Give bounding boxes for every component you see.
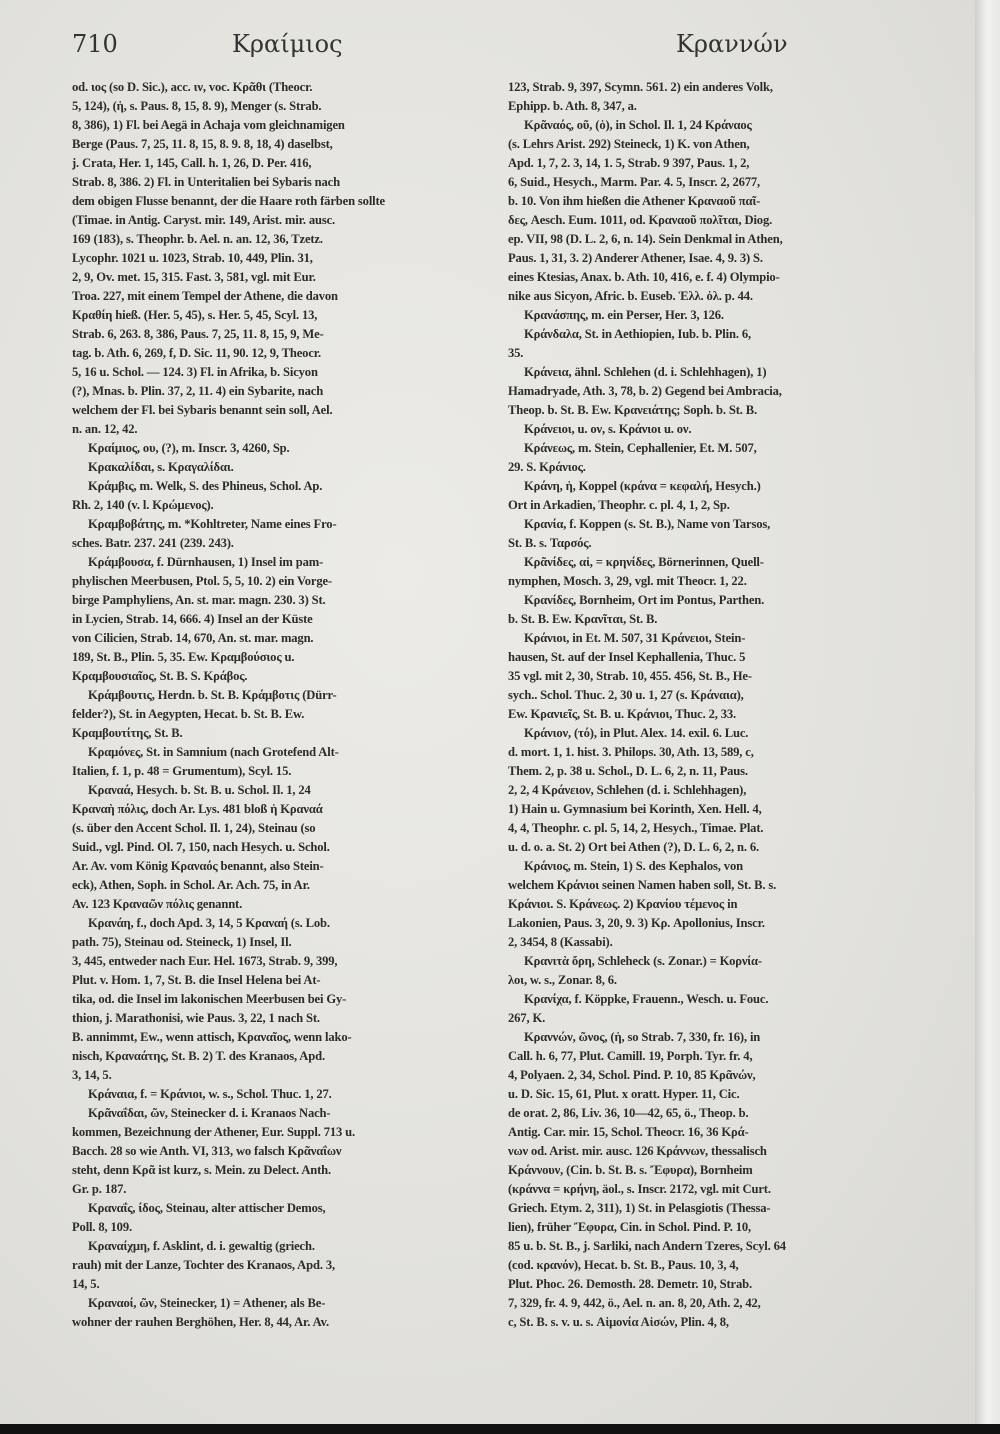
- text-line: eines Ktesias, Anax. b. Ath. 10, 416, e. f. 4) Olympio-: [508, 270, 780, 284]
- text-line: wohner der rauhen Berghöhen, Her. 8, 44, Ar. Av.: [72, 1315, 330, 1329]
- text-line: nike aus Sicyon, Afric. b. Euseb. Ἑλλ. ὀλ. p. 44.: [508, 289, 753, 303]
- text-line: Strab. 6, 263. 8, 386, Paus. 7, 25, 11. 8, 15, 9, Me-: [72, 327, 324, 341]
- text-line: 29. S. Κράνιος.: [508, 460, 586, 474]
- entry-headline: Κράνεως, m. Stein, Cephallenier, Et. M. 507,: [524, 441, 757, 455]
- text-line: b. St. B. Ew. Κρανῖται, St. B.: [508, 612, 658, 626]
- scan-bottom-edge: [0, 1424, 1000, 1434]
- entry-headline: Κράνη, ἡ, Koppel (κράνα = κεφαλή, Hesych.): [524, 479, 761, 493]
- entry-headline: Κραμβοβάτης, m. *Kohltreter, Name eines Fro-: [88, 517, 337, 531]
- text-line: kommen, Bezeichnung der Athener, Eur. Suppl. 713 u.: [72, 1125, 355, 1139]
- text-line: welchem Κράνιοι seinen Namen haben soll, St. B. s.: [508, 878, 777, 892]
- text-line: Κραναὴ πόλις, doch Ar. Lys. 481 bloß ἡ Κραναά: [72, 802, 323, 816]
- text-line: tika, od. die Insel im lakonischen Meerbusen bei Gy-: [72, 992, 347, 1006]
- text-line: b. 10. Von ihm hießen die Athener Κραναοῦ παῖ-: [508, 194, 761, 208]
- text-line: Ephipp. b. Ath. 8, 347, a.: [508, 99, 637, 113]
- entry-headline: Κρακαλίδαι, s. Κραγαλίδαι.: [88, 460, 234, 474]
- text-line: (cod. κρανόν), Hecat. b. St. B., Paus. 10, 3, 4,: [508, 1258, 739, 1272]
- text-line: ep. VII, 98 (D. L. 2, 6, n. 14). Sein Denkmal in Athen,: [508, 232, 783, 246]
- entry-headline: Κρανία, f. Koppen (s. St. B.), Name von Tarsos,: [524, 517, 771, 531]
- text-line: Strab. 8, 386. 2) Fl. in Unteritalien bei Sybaris nach: [72, 175, 340, 189]
- text-line: Ar. Av. vom König Κραναός benannt, also Stein-: [72, 859, 324, 873]
- entry-headline: Κραναίχμη, f. Asklint, d. i. gewaltig (griech.: [88, 1239, 315, 1253]
- entry-headline: Κράνειοι, u. ον, s. Κράνιοι u. ον.: [524, 422, 692, 436]
- text-line: Griech. Etym. 2, 311), 1) St. in Pelasgiotis (Thessa-: [508, 1201, 771, 1215]
- text-line: von Cilicien, Strab. 14, 670, An. st. mar. magn.: [72, 631, 314, 645]
- page-number: 710: [72, 30, 118, 58]
- text-line: phylischen Meerbusen, Ptol. 5, 5, 10. 2) ein Vorge-: [72, 574, 332, 588]
- text-line: Gr. p. 187.: [72, 1182, 127, 1196]
- text-line: n. an. 12, 42.: [72, 422, 138, 436]
- text-line: (κράννα = κρήνη, äol., s. Inscr. 2172, vgl. mit Curt.: [508, 1182, 771, 1196]
- text-line: u. d. o. a. St. 2) Ort bei Athen (?), D. L. 6, 2, n. 6.: [508, 840, 759, 854]
- text-line: 3, 14, 5.: [72, 1068, 112, 1082]
- text-line: 4, Polyaen. 2, 34, Schol. Pind. P. 10, 85 Κρᾶνών,: [508, 1068, 756, 1082]
- entry-headline: Κραμόνες, St. in Samnium (nach Grotefend Alt-: [88, 745, 339, 759]
- text-line: 35.: [508, 346, 524, 360]
- running-head-right: Κραννών: [676, 30, 788, 58]
- text-line: (s. über den Accent Schol. Il. 1, 24), Steinau (so: [72, 821, 316, 835]
- text-line: 6, Suid., Hesych., Marm. Par. 4. 5, Inscr. 2, 2677,: [508, 175, 761, 189]
- text-line: Lakonien, Paus. 3, 20, 9. 3) Κρ. Apollonius, Inscr.: [508, 916, 765, 930]
- text-line: 3, 445, entweder nach Eur. Hel. 1673, Strab. 9, 399,: [72, 954, 338, 968]
- entry-headline: Κρανάη, f., doch Apd. 3, 14, 5 Κραναή (s. Lob.: [88, 916, 330, 930]
- entry-headline: Κρᾶνίδες, αἱ, = κρηνίδες, Börnerinnen, Quell-: [524, 555, 764, 569]
- entry-headline: Κράναια, f. = Κράνιοι, w. s., Schol. Thuc. 1, 27.: [88, 1087, 332, 1101]
- book-spine-edge: [975, 0, 1000, 1434]
- text-line: Rh. 2, 140 (v. l. Κρώμενος).: [72, 498, 214, 512]
- text-line: 189, St. B., Plin. 5, 35. Ew. Κραμβούσιος u.: [72, 650, 295, 664]
- text-line: λοι, w. s., Zonar. 8, 6.: [508, 973, 617, 987]
- entry-headline: Κράνιοι, in Et. M. 507, 31 Κράνειοι, Stein-: [524, 631, 746, 645]
- text-line: (s. Lehrs Arist. 292) Steineck, 1) K. von Athen,: [508, 137, 750, 151]
- text-line: 35 vgl. mit 2, 30, Strab. 10, 455. 456, St. B., He-: [508, 669, 752, 683]
- text-line: hausen, St. auf der Insel Kephallenia, Thuc. 5: [508, 650, 746, 664]
- entry-headline: Κρανίχα, f. Köppke, Frauenn., Wesch. u. Fouc.: [524, 992, 769, 1006]
- text-line: Κραθίη hieß. (Her. 5, 45), s. Her. 5, 45, Scyl. 13,: [72, 308, 318, 322]
- text-line: B. annimmt, Ew., wenn attisch, Κραναῖος, wenn lako-: [72, 1030, 352, 1044]
- text-line: δες, Aesch. Eum. 1011, od. Κραναοῦ πολῖται, Diog.: [508, 213, 773, 227]
- page-header: [0, 28, 1000, 64]
- text-line: lien), früher Ἔφυρα, Cin. in Schol. Pind. P. 10,: [508, 1220, 752, 1234]
- text-line: Κραμβουσιαῖος, St. B. S. Κράβος.: [72, 669, 248, 683]
- text-line: 2, 9, Ov. met. 15, 315. Fast. 3, 581, vgl. mit Eur.: [72, 270, 316, 284]
- text-line: (?), Mnas. b. Plin. 37, 2, 11. 4) ein Sybarite, nach: [72, 384, 324, 398]
- entry-headline: Κραναά, Hesych. b. St. B. u. Schol. Il. 1, 24: [88, 783, 311, 797]
- text-line: d. mort. 1, 1. hist. 3. Philops. 30, Ath. 13, 589, c,: [508, 745, 754, 759]
- entry-headline: Κρανίδες, Bornheim, Ort im Pontus, Parthen.: [524, 593, 765, 607]
- text-line: 169 (183), s. Theophr. b. Ael. n. an. 12, 36, Tzetz.: [72, 232, 323, 246]
- entry-headline: Κρανιτὰ ὄρη, Schleheck (s. Zonar.) = Κορνία-: [524, 954, 762, 968]
- entry-headline: Κράνδαλα, St. in Aethiopien, Iub. b. Plin. 6,: [524, 327, 751, 341]
- entry-headline: Κρᾶναός, οῦ, (ὁ), in Schol. Il. 1, 24 Κράναος: [524, 118, 752, 132]
- text-line: Them. 2, p. 38 u. Schol., D. L. 6, 2, n. 11, Paus.: [508, 764, 748, 778]
- text-line: sych.. Schol. Thuc. 2, 30 u. 1, 27 (s. Κράναια),: [508, 688, 744, 702]
- text-line: Ew. Κρανιεῖς, St. B. u. Κράνιοι, Thuc. 2, 33.: [508, 707, 737, 721]
- text-line: Hamadryade, Ath. 3, 78, b. 2) Gegend bei Ambracia,: [508, 384, 782, 398]
- text-line: Κράννουν, (Cin. b. St. B. s. Ἔφυρα), Bornheim: [508, 1163, 753, 1177]
- text-line: 85 u. b. St. B., j. Sarliki, nach Andern Tzeres, Scyl. 64: [508, 1239, 786, 1253]
- text-line: Troa. 227, mit einem Tempel der Athene, die davon: [72, 289, 338, 303]
- text-line: c, St. B. s. v. u. s. Αἱμονία Αἰσών, Plin. 4, 8,: [508, 1315, 729, 1329]
- text-line: Call. h. 6, 77, Plut. Camill. 19, Porph. Tyr. fr. 4,: [508, 1049, 753, 1063]
- text-line: eck), Athen, Soph. in Schol. Ar. Ach. 75, in Ar.: [72, 878, 310, 892]
- text-line: path. 75), Steinau od. Steineck, 1) Insel, Il.: [72, 935, 292, 949]
- text-line: 1) Hain u. Gymnasium bei Korinth, Xen. Hell. 4,: [508, 802, 762, 816]
- text-line: Poll. 8, 109.: [72, 1220, 132, 1234]
- text-line: Suid., vgl. Pind. Ol. 7, 150, nach Hesych. u. Schol.: [72, 840, 330, 854]
- text-line: 8, 386), 1) Fl. bei Aegä in Achaja vom gleichnamigen: [72, 118, 345, 132]
- entry-headline: Κρανάσπης, m. ein Perser, Her. 3, 126.: [524, 308, 724, 322]
- entry-headline: Κρᾶναΐδαι, ῶν, Steinecker d. i. Kranaos Nach-: [88, 1106, 331, 1120]
- text-line: Κραμβουτίτης, St. B.: [72, 726, 183, 740]
- text-line: Lycophr. 1021 u. 1023, Strab. 10, 449, Plin. 31,: [72, 251, 313, 265]
- text-line: u. D. Sic. 15, 61, Plut. x oratt. Hyper. 11, Cic.: [508, 1087, 740, 1101]
- text-line: 14, 5.: [72, 1277, 100, 1291]
- text-line: Av. 123 Κραναῶν πόλις genannt.: [72, 897, 243, 911]
- entry-headline: Κράμβις, m. Welk, S. des Phineus, Schol. Ap.: [88, 479, 323, 493]
- text-line: Plut. v. Hom. 1, 7, St. B. die Insel Helena bei At-: [72, 973, 321, 987]
- text-line: in Lycien, Strab. 14, 666. 4) Insel an der Küste: [72, 612, 313, 626]
- text-line: 5, 16 u. Schol. — 124. 3) Fl. in Afrika, b. Sicyon: [72, 365, 318, 379]
- entry-headline: Κραναοί, ῶν, Steinecker, 1) = Athener, als Be-: [88, 1296, 326, 1310]
- entry-headline: Κράνεια, ähnl. Schlehen (d. i. Schlehhagen), 1): [524, 365, 767, 379]
- text-line: 123, Strab. 9, 397, Scymn. 561. 2) ein anderes Volk,: [508, 80, 773, 94]
- text-line: Plut. Phoc. 26. Demosth. 28. Demetr. 10, Strab.: [508, 1277, 752, 1291]
- text-line: welchem der Fl. bei Sybaris benannt sein soll, Ael.: [72, 403, 333, 417]
- text-line: nisch, Κραναάτης, St. B. 2) T. des Kranaos, Apd.: [72, 1049, 325, 1063]
- entry-headline: Κράνιος, m. Stein, 1) S. des Kephalos, von: [524, 859, 743, 873]
- entry-headline: Κράμβουσα, f. Dürnhausen, 1) Insel im pam-: [88, 555, 324, 569]
- text-line: 4, 4, Theophr. c. pl. 5, 14, 2, Hesych., Timae. Plat.: [508, 821, 764, 835]
- entry-headline: Κράμβουτις, Herdn. b. St. B. Κράμβοτις (Dürr-: [88, 688, 337, 702]
- entry-headline: Κραννών, ῶνος, (ἡ, so Strab. 7, 330, fr. 16), in: [524, 1030, 761, 1044]
- text-line: Apd. 1, 7, 2. 3, 14, 1. 5, Strab. 9 397, Paus. 1, 2,: [508, 156, 750, 170]
- text-line: dem obigen Flusse benannt, der die Haare roth färben sollte: [72, 194, 385, 208]
- text-line: Paus. 1, 31, 3. 2) Anderer Athener, Isae. 4, 9. 3) S.: [508, 251, 763, 265]
- text-line: 7, 329, fr. 4. 9, 442, ö., Ael. n. an. 8, 20, Ath. 2, 42,: [508, 1296, 761, 1310]
- text-line: St. B. s. Ταρσός.: [508, 536, 592, 550]
- text-line: Ort in Arkadien, Theophr. c. pl. 4, 1, 2, Sp.: [508, 498, 730, 512]
- text-line: felder?), St. in Aegypten, Hecat. b. St. B. Ew.: [72, 707, 305, 721]
- text-line: Κράνιοι. S. Κράνεως. 2) Κρανίου τέμενος in: [508, 897, 738, 911]
- text-line: 2, 2, 4 Κράνειον, Schlehen (d. i. Schlehhagen),: [508, 783, 747, 797]
- entry-headline: Κράνιον, (τό), in Plut. Alex. 14. exil. 6. Luc.: [524, 726, 749, 740]
- running-head-left: Κραίμιος: [232, 30, 343, 58]
- text-line: Berge (Paus. 7, 25, 11. 8, 15, 8. 9. 8, 18, 4) daselbst,: [72, 137, 333, 151]
- text-line: j. Crata, Her. 1, 145, Call. h. 1, 26, D. Per. 416,: [72, 156, 312, 170]
- text-line: thion, j. Marathonisi, wie Paus. 3, 22, 1 nach St.: [72, 1011, 320, 1025]
- text-line: Theop. b. St. B. Ew. Κρανειάτης; Soph. b. St. B.: [508, 403, 758, 417]
- right-column: [508, 78, 928, 1332]
- text-line: 2, 3454, 8 (Kassabi).: [508, 935, 613, 949]
- text-line: tag. b. Ath. 6, 269, f, D. Sic. 11, 90. 12, 9, Theocr.: [72, 346, 322, 360]
- entry-headline: Κραίμιος, ου, (?), m. Inscr. 3, 4260, Sp.: [88, 441, 290, 455]
- entry-headline: Κραναΐς, ίδος, Steinau, alter attischer Demos,: [88, 1201, 326, 1215]
- text-line: Bacch. 28 so wie Anth. VI, 313, wo falsch Κρᾶναΐων: [72, 1144, 342, 1158]
- text-line: rauh) mit der Lanze, Tochter des Kranaos, Apd. 3,: [72, 1258, 335, 1272]
- text-line: de orat. 2, 86, Liv. 36, 10—42, 65, ö., Theop. b.: [508, 1106, 749, 1120]
- text-line: sches. Batr. 237. 241 (239. 243).: [72, 536, 234, 550]
- text-line: Italien, f. 1, p. 48 = Grumentum), Scyl. 15.: [72, 764, 292, 778]
- text-line: (Timae. in Antig. Caryst. mir. 149, Arist. mir. ausc.: [72, 213, 336, 227]
- left-column: [72, 78, 492, 1332]
- text-line: 5, 124), (ἡ, s. Paus. 8, 15, 8. 9), Menger (s. Strab.: [72, 99, 322, 113]
- text-line: od. ιος (so D. Sic.), acc. ιν, voc. Κρᾶθι (Theocr.: [72, 80, 313, 94]
- text-line: birge Pamphyliens, An. st. mar. magn. 230. 3) St.: [72, 593, 326, 607]
- text-line: steht, denn Κρᾶ ist kurz, s. Mein. zu Delect. Anth.: [72, 1163, 332, 1177]
- text-line: νων od. Arist. mir. ausc. 126 Κράννων, thessalisch: [508, 1144, 767, 1158]
- text-line: 267, K.: [508, 1011, 546, 1025]
- text-line: Antig. Car. mir. 15, Schol. Theocr. 16, 36 Κρά-: [508, 1125, 749, 1139]
- text-line: nymphen, Mosch. 3, 29, vgl. mit Theocr. 1, 22.: [508, 574, 747, 588]
